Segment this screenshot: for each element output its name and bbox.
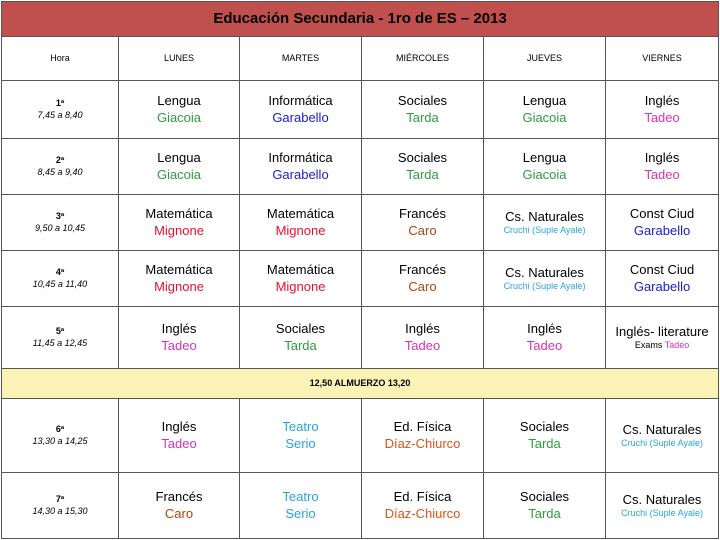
teacher-name: Serio	[285, 505, 316, 521]
subject-name: Lengua	[522, 150, 567, 166]
class-cell	[606, 81, 719, 139]
class-cell	[119, 81, 240, 139]
subject-name: Const Ciud	[629, 206, 695, 222]
period-number: 2ª	[55, 155, 65, 166]
subject-name: Cs. Naturales	[622, 421, 702, 437]
period-time-cell	[2, 195, 119, 251]
subject-name: Sociales	[275, 321, 326, 337]
teacher-name: Tarda	[284, 337, 317, 353]
subject-name: Informática	[268, 150, 333, 166]
periods-after-lunch	[2, 399, 719, 539]
class-cell	[606, 473, 719, 539]
lunch-break-row: 12,50 ALMUERZO 13,20	[2, 369, 719, 399]
class-cell	[606, 251, 719, 307]
subject-name: Matemática	[266, 206, 335, 222]
subject-name: Inglés	[405, 321, 440, 337]
teacher-name: Cruchi (Suple Ayale)	[503, 281, 586, 291]
teacher-name: Giacoia	[522, 109, 567, 125]
teacher-name: Tarda	[528, 435, 561, 451]
period-time-range: 13,30 a 14,25	[32, 435, 88, 446]
period-time-cell	[2, 399, 119, 473]
teacher-name: Tadeo	[644, 109, 680, 125]
subject-name: Cs. Naturales	[505, 264, 584, 280]
class-cell	[484, 195, 606, 251]
period-row	[2, 473, 719, 539]
subject-name: Teatro	[282, 419, 319, 435]
teacher-name: Tarda	[406, 109, 439, 125]
class-cell	[362, 251, 484, 307]
subject-name: Sociales	[519, 489, 570, 505]
class-cell	[240, 399, 362, 473]
teacher-name: Giacoia	[522, 166, 567, 182]
class-cell	[362, 81, 484, 139]
header-martes: MARTES	[240, 37, 362, 81]
class-cell	[240, 473, 362, 539]
period-number: 7ª	[55, 494, 65, 505]
class-cell	[606, 195, 719, 251]
class-cell	[240, 307, 362, 369]
class-cell	[119, 307, 240, 369]
class-cell	[240, 81, 362, 139]
class-cell	[484, 307, 606, 369]
teacher-name: Mignone	[275, 278, 326, 294]
class-cell	[240, 251, 362, 307]
class-cell	[362, 473, 484, 539]
subject-name: Informática	[268, 93, 333, 109]
class-cell	[484, 139, 606, 195]
subject-name: Francés	[399, 206, 446, 222]
teacher-name: Tadeo	[664, 340, 690, 350]
class-cell	[240, 139, 362, 195]
header-hora: Hora	[2, 37, 119, 81]
teacher-name: Díaz-Chiurco	[384, 505, 461, 521]
teacher-name: Garabello	[272, 109, 329, 125]
period-time-range: 9,50 a 10,45	[34, 222, 86, 233]
teacher-name: Mignone	[154, 278, 204, 294]
subject-name: Inglés	[527, 321, 562, 337]
subject-name: Const Ciud	[629, 262, 695, 278]
class-cell	[606, 307, 719, 369]
teacher-name: Tadeo	[644, 166, 680, 182]
subject-name: Francés	[155, 489, 203, 505]
subject-name: Matemática	[266, 262, 335, 278]
class-cell	[119, 139, 240, 195]
period-row	[2, 251, 719, 307]
teacher-name: Cruchi (Suple Ayale)	[621, 438, 703, 448]
subject-name: Cs. Naturales	[505, 208, 584, 224]
subject-name: Cs. Naturales	[622, 491, 702, 507]
subject-name: Sociales	[397, 93, 448, 109]
period-row	[2, 195, 719, 251]
class-cell	[362, 307, 484, 369]
header-lunes: LUNES	[119, 37, 240, 81]
teacher-name: Tadeo	[526, 337, 563, 353]
subject-name: Inglés	[161, 419, 197, 435]
subject-name: Ed. Física	[393, 489, 452, 505]
teacher-name: Garabello	[633, 278, 691, 294]
teacher-name: Tadeo	[404, 337, 441, 353]
class-cell	[362, 399, 484, 473]
teacher-name: Serio	[285, 435, 316, 451]
period-number: 4ª	[55, 267, 65, 278]
teacher-name: Caro	[164, 505, 194, 521]
exams-label: Exams	[634, 340, 663, 350]
subject-name: Matemática	[145, 262, 213, 278]
period-time-cell	[2, 473, 119, 539]
subject-name: Sociales	[397, 150, 448, 166]
period-time-cell	[2, 307, 119, 369]
period-row	[2, 81, 719, 139]
class-cell	[484, 251, 606, 307]
subject-name: Lengua	[522, 93, 567, 109]
period-number: 1ª	[55, 98, 65, 109]
header-miercoles: MIÉRCOLES	[362, 37, 484, 81]
class-cell	[484, 81, 606, 139]
period-number: 3ª	[55, 211, 65, 222]
subject-name: Inglés	[644, 93, 680, 109]
period-time-range: 11,45 a 12,45	[32, 337, 88, 348]
period-time-range: 7,45 a 8,40	[37, 109, 83, 120]
class-cell	[240, 195, 362, 251]
schedule-table	[1, 1, 719, 539]
period-number: 5ª	[55, 326, 65, 337]
teacher-name: Caro	[408, 278, 437, 294]
exams-line	[606, 340, 718, 351]
header-viernes: VIERNES	[606, 37, 719, 81]
schedule-title: Educación Secundaria - 1ro de ES – 2013	[2, 2, 719, 37]
subject-name: Sociales	[519, 419, 570, 435]
teacher-name: Garabello	[272, 166, 329, 182]
subject-name: Lengua	[157, 93, 201, 109]
period-time-range: 8,45 a 9,40	[37, 166, 83, 177]
class-cell	[606, 139, 719, 195]
subject-name: Inglés- literature	[615, 323, 709, 339]
class-cell	[119, 195, 240, 251]
period-row	[2, 139, 719, 195]
header-row	[2, 37, 719, 81]
periods-before-lunch	[2, 81, 719, 369]
teacher-name: Mignone	[275, 222, 326, 238]
teacher-name: Cruchi (Suple Ayale)	[621, 508, 703, 518]
class-cell	[362, 139, 484, 195]
teacher-name: Giacoia	[156, 109, 202, 125]
teacher-name: Tarda	[406, 166, 439, 182]
class-cell	[484, 473, 606, 539]
period-time-cell	[2, 251, 119, 307]
period-row	[2, 307, 719, 369]
teacher-name: Tadeo	[161, 337, 197, 353]
period-time-range: 14,30 a 15,30	[32, 505, 88, 516]
subject-name: Francés	[399, 262, 446, 278]
period-time-cell	[2, 81, 119, 139]
header-jueves: JUEVES	[484, 37, 606, 81]
period-number: 6ª	[55, 424, 65, 435]
class-cell	[119, 399, 240, 473]
subject-name: Teatro	[282, 489, 319, 505]
period-row	[2, 399, 719, 473]
teacher-name: Caro	[408, 222, 437, 238]
class-cell	[119, 473, 240, 539]
subject-name: Ed. Física	[393, 419, 452, 435]
teacher-name: Giacoia	[156, 166, 202, 182]
class-cell	[119, 251, 240, 307]
period-time-cell	[2, 139, 119, 195]
teacher-name: Garabello	[633, 222, 691, 238]
subject-name: Inglés	[644, 150, 680, 166]
subject-name: Inglés	[161, 321, 197, 337]
teacher-name: Tarda	[528, 505, 561, 521]
class-cell	[484, 399, 606, 473]
period-time-range: 10,45 a 11,40	[32, 278, 88, 289]
subject-name: Matemática	[145, 206, 213, 222]
teacher-name: Díaz-Chiurco	[384, 435, 461, 451]
subject-name: Lengua	[157, 150, 201, 166]
teacher-name: Mignone	[154, 222, 204, 238]
teacher-name: Cruchi (Suple Ayale)	[503, 225, 586, 235]
class-cell	[606, 399, 719, 473]
class-cell	[362, 195, 484, 251]
teacher-name: Tadeo	[161, 435, 197, 451]
